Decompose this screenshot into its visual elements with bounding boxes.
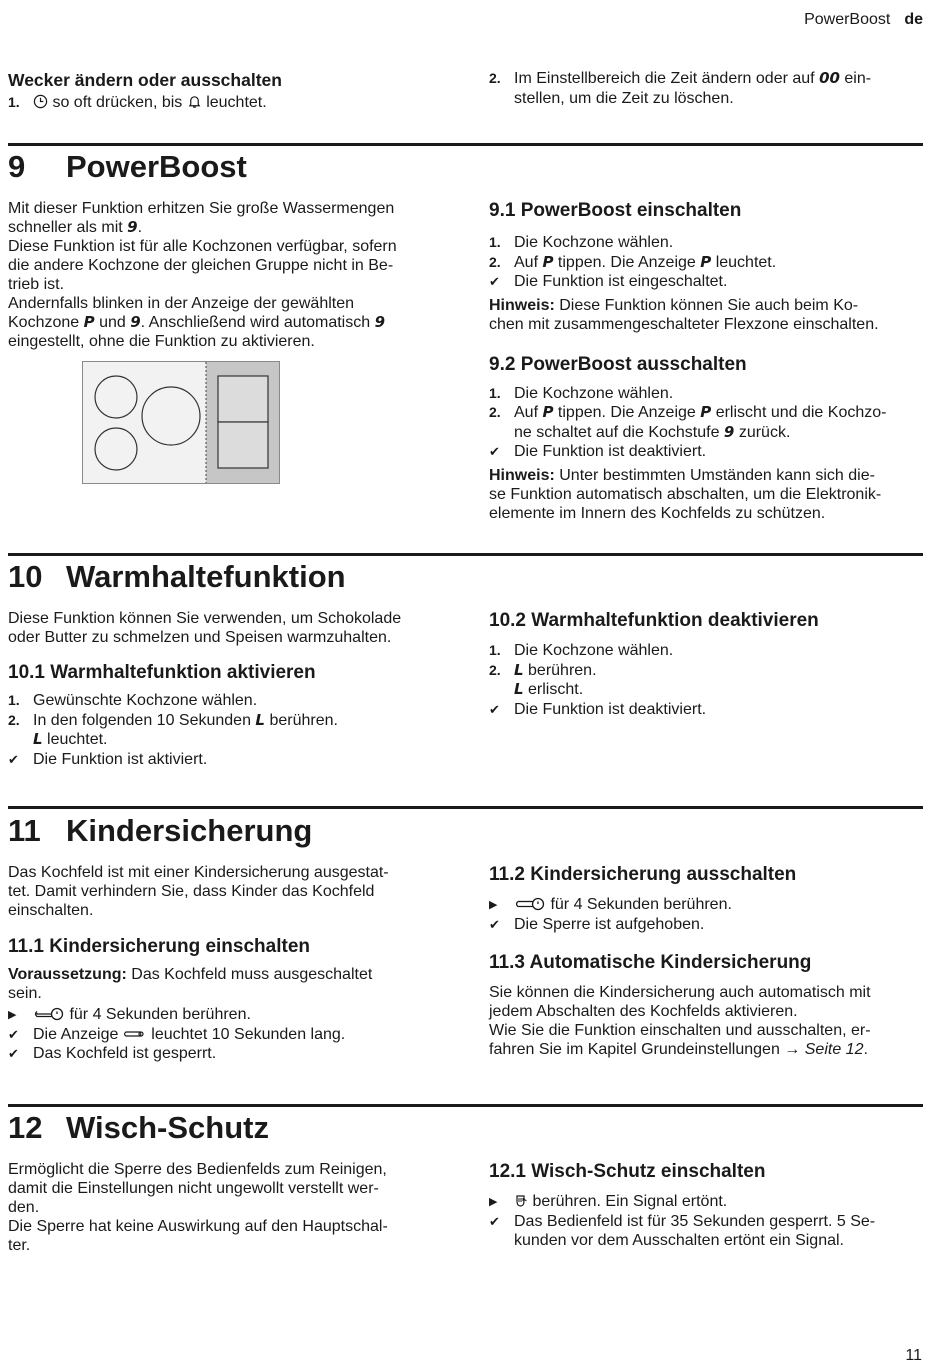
section-rule xyxy=(8,553,923,556)
list-item: ✔ Die Funktion ist aktiviert. xyxy=(8,750,208,768)
paragraph: Sie können die Kindersicherung auch automatisch mit jedem Abschalten des Kochfelds aktivieren. Wie Sie die Funktion einschalten und ausschalten, er- fahren Sie im Kapitel Grundeinstellungen → Seite 12. xyxy=(489,984,871,1058)
list-item: 2. Im Einstellbereich die Zeit ändern oder auf 00 ein- stellen, um die Zeit zu löschen. xyxy=(489,69,872,107)
arrow-icon: ▶ xyxy=(8,1009,17,1021)
paragraph: Diese Funktion können Sie verwenden, um Schokolade oder Butter zu schmelzen und Speisen warmzuhalten. xyxy=(8,610,402,646)
bell-icon xyxy=(187,94,202,109)
display-00-glyph: 00 xyxy=(819,69,840,87)
check-icon: ✔ xyxy=(489,701,500,717)
list-item: ✔ Die Funktion ist deaktiviert. xyxy=(489,443,707,460)
section-rule xyxy=(8,806,923,809)
list-item: 2. L berühren. L erlischt. xyxy=(489,660,597,698)
list-item: ▶ berühren. Ein Signal ertönt. xyxy=(489,1192,925,1212)
flex-zone-bottom xyxy=(218,422,268,468)
subsection-12-1-title: 12.1 Wisch-Schutz einschalten xyxy=(489,1161,766,1182)
display-9-glyph: 9 xyxy=(374,313,386,331)
section-11-heading: 11 Kindersicherung xyxy=(8,813,313,848)
running-header xyxy=(804,11,923,29)
cooking-zone xyxy=(95,428,137,470)
section-10-right xyxy=(489,609,925,719)
timer-icon xyxy=(33,94,48,109)
check-icon: ✔ xyxy=(489,916,500,932)
list-item: ▶ für 4 Sekunden berühren. xyxy=(489,895,925,915)
wecker-step2 xyxy=(489,69,925,108)
list-item: ✔ Die Anzeige leuchtet 10 Sekunden lang. xyxy=(8,1025,346,1043)
cooking-zone-large xyxy=(142,387,200,445)
wecker-block xyxy=(8,69,444,113)
page-number: 11 xyxy=(905,1347,922,1364)
note: Hinweis: Unter bestimmten Umständen kann sich die- se Funktion automatisch abschalten, um die Elektronik- elemente im Innern des Kochfelds zu schützen. xyxy=(489,466,882,522)
header-lang: de xyxy=(904,11,923,28)
subsection-11-2-title: 11.2 Kindersicherung ausschalten xyxy=(489,864,797,885)
list-item: ✔ Die Funktion ist deaktiviert. xyxy=(489,700,707,718)
list-item: 2. Auf P tippen. Die Anzeige P leuchtet. xyxy=(489,252,777,271)
section-10-left xyxy=(8,609,444,769)
arrow-icon: ▶ xyxy=(489,1196,498,1208)
section-10-heading: 10 Warmhaltefunktion xyxy=(8,559,346,594)
section-rule xyxy=(8,1104,923,1107)
list-item: 2. Auf P tippen. Die Anzeige P erlischt und die Kochzo- ne schaltet auf die Kochstufe 9 zurück. xyxy=(489,403,887,441)
subsection-10-2-title: 10.2 Warmhaltefunktion deaktivieren xyxy=(489,610,819,631)
list-item: 2. In den folgenden 10 Sekunden L berühren. L leuchtet. xyxy=(8,710,338,748)
check-icon: ✔ xyxy=(8,751,19,767)
section-12-heading: 12 Wisch-Schutz xyxy=(8,1110,269,1145)
subsection-11-3-title: 11.3 Automatische Kindersicherung xyxy=(489,952,812,973)
display-l-glyph: L xyxy=(255,710,265,729)
arrow-icon: ▶ xyxy=(489,899,498,911)
paragraph: Das Kochfeld ist mit einer Kindersicherung ausgestat- tet. Damit verhindern Sie, dass Kinder das Kochfeld einschalten. xyxy=(8,864,389,919)
section-12-left xyxy=(8,1160,444,1255)
precondition: Voraussetzung: Das Kochfeld muss ausgeschaltet sein. xyxy=(8,966,373,1002)
key-lock-icon xyxy=(123,1028,147,1040)
list-item: 1. Die Kochzone wählen. xyxy=(489,384,674,402)
wipe-protection-icon xyxy=(514,1194,528,1208)
display-9-glyph: 9 xyxy=(127,218,138,236)
list-item: 1. Die Kochzone wählen. xyxy=(489,642,674,659)
list-item: ✔ Das Kochfeld ist gesperrt. xyxy=(8,1045,217,1062)
list-item: 1. so oft drücken, bis leuchtet. xyxy=(8,94,267,111)
section-11-left xyxy=(8,863,444,1064)
check-icon: ✔ xyxy=(8,1026,19,1042)
flex-zone-top xyxy=(218,376,268,422)
hob-illustration xyxy=(82,361,282,485)
link-arrow-icon: → xyxy=(784,1041,801,1058)
list-item: ✔ Die Sperre ist aufgehoben. xyxy=(489,915,705,933)
check-icon: ✔ xyxy=(489,274,500,289)
subsection-9-1-title: 9.1 PowerBoost einschalten xyxy=(489,200,742,221)
list-item: ✔ Das Bedienfeld ist für 35 Sekunden gesperrt. 5 Se- kunden vor dem Ausschalten ertönt ein Signal. xyxy=(489,1212,876,1249)
subsection-10-1-title: 10.1 Warmhaltefunktion aktivieren xyxy=(8,662,316,683)
section-11-right xyxy=(489,863,925,1059)
list-item: 1. Die Kochzone wählen. xyxy=(489,234,674,251)
section-rule xyxy=(8,143,923,146)
section-9-intro xyxy=(8,199,444,351)
check-icon: ✔ xyxy=(489,444,500,459)
list-item: 1. Gewünschte Kochzone wählen. xyxy=(8,692,258,709)
section-9-subsections xyxy=(489,199,925,523)
section-9-heading: 9 PowerBoost xyxy=(8,149,247,184)
list-item: ▶ für 4 Sekunden berühren. xyxy=(8,1005,444,1025)
display-9-glyph: 9 xyxy=(130,313,141,331)
subsection-9-2-title: 9.2 PowerBoost ausschalten xyxy=(489,353,747,375)
display-p-glyph: P xyxy=(83,313,95,331)
list-item: ✔ Die Funktion ist eingeschaltet. xyxy=(489,273,728,290)
note: Hinweis: Diese Funktion können Sie auch beim Ko- chen mit zusammengeschalteter Flexzone einschalten. xyxy=(489,296,879,333)
key-lock-icon xyxy=(514,897,546,911)
section-12-right xyxy=(489,1160,925,1251)
paragraph: Ermöglicht die Sperre des Bedienfelds zum Reinigen, damit die Einstellungen nicht ungewollt verstellt wer- den. Die Sperre hat keine Auswirkung auf den Hauptschal- ter. xyxy=(8,1161,388,1254)
paragraph: Mit dieser Funktion erhitzen Sie große Wassermengen schneller als mit 9. Diese Funktion ist für alle Kochzonen verfügbar, sofern die andere Kochzone der gleichen Gruppe nicht in Be- trieb ist. Andernfalls blinken in der Anzeige der gewählten Kochzone P und 9. Anschließend wird automatisch 9 eingestellt, ohne die Funktion zu aktivieren. xyxy=(8,200,397,350)
wecker-title: Wecker ändern oder ausschalten xyxy=(8,70,282,90)
check-icon: ✔ xyxy=(8,1046,19,1061)
check-icon: ✔ xyxy=(489,1213,500,1229)
key-lock-icon xyxy=(33,1007,65,1021)
page-reference-link[interactable]: Seite 12 xyxy=(804,1041,864,1058)
cooking-zone xyxy=(95,376,137,418)
header-title: PowerBoost xyxy=(804,11,891,28)
subsection-11-1-title: 11.1 Kindersicherung einschalten xyxy=(8,936,310,957)
